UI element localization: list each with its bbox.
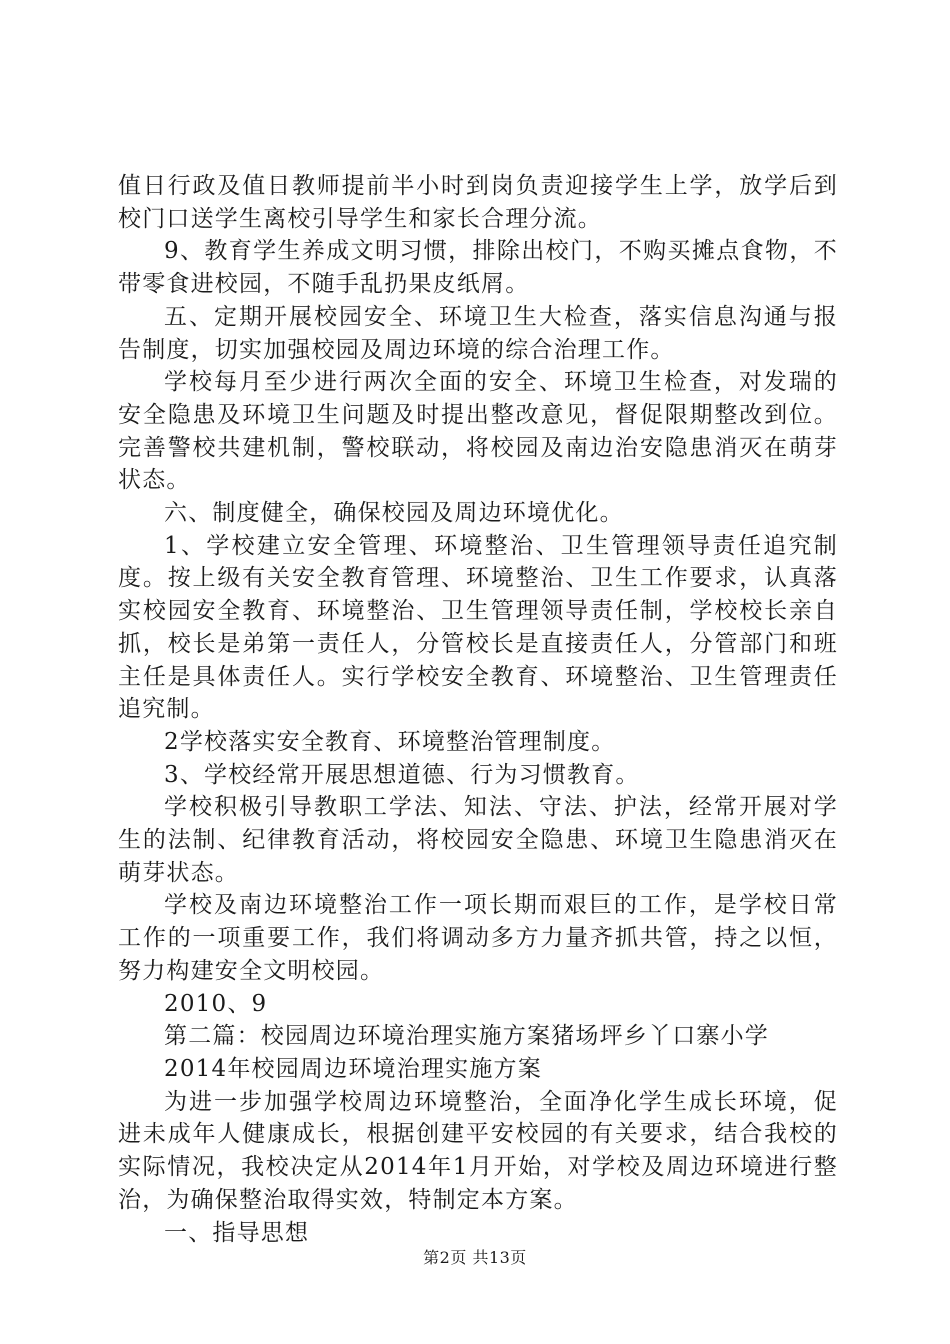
paragraph-4: 学校每月至少进行两次全面的安全、环境卫生检查，对发瑞的安全隐患及环境卫生问题及时提出整改意见，督促限期整改到位。完善警校共建机制，警校联动，将校园及南边治安隐患消灭在萌芽状态。 bbox=[118, 369, 838, 494]
paragraph-3: 五、定期开展校园安全、环境卫生大检查，落实信息沟通与报告制度，切实加强校园及周边环境的综合治理工作。 bbox=[118, 303, 838, 363]
paragraph-section-title: 第二篇：校园周边环境治理实施方案猪场坪乡丫口寨小学 bbox=[164, 1023, 769, 1050]
paragraph-5: 六、制度健全，确保校园及周边环境优化。 bbox=[164, 500, 624, 527]
paragraph-date: 2010、9 bbox=[164, 990, 268, 1017]
paragraph-2: 9、教育学生养成文明习惯，排除出校门，不购买摊点食物，不带零食进校园，不随手乱扔果皮纸屑。 bbox=[118, 238, 838, 298]
paragraph-plan-title: 2014年校园周边环境治理实施方案 bbox=[164, 1055, 542, 1082]
paragraph-9: 学校积极引导教职工学法、知法、守法、护法，经常开展对学生的法制、纪律教育活动，将校园安全隐患、环境卫生隐患消灭在萌芽状态。 bbox=[118, 794, 838, 886]
paragraph-7: 2学校落实安全教育、环境整治管理制度。 bbox=[164, 728, 616, 755]
document-body bbox=[118, 170, 838, 1249]
page-number-footer: 第2页 共13页 bbox=[423, 1248, 527, 1267]
paragraph-1: 值日行政及值日教师提前半小时到岗负责迎接学生上学，放学后到校门口送学生离校引导学生和家长合理分流。 bbox=[118, 173, 838, 232]
paragraph-8: 3、学校经常开展思想道德、行为习惯教育。 bbox=[164, 761, 640, 788]
paragraph-10: 学校及南边环境整治工作一项长期而艰巨的工作，是学校日常工作的一项重要工作，我们将调动多方力量齐抓共管，持之以恒，努力构建安全文明校园。 bbox=[118, 892, 838, 984]
paragraph-heading-guiding: 一、指导思想 bbox=[164, 1219, 310, 1246]
paragraph-14: 为进一步加强学校周边环境整治，全面净化学生成长环境，促进未成年人健康成长，根据创建平安校园的有关要求，结合我校的实际情况，我校决定从2014年1月开始，对学校及周边环境进行整治，为确保整治取得实效，特制定本方案。 bbox=[118, 1088, 838, 1213]
paragraph-6: 1、学校建立安全管理、环境整治、卫生管理领导责任追究制度。按上级有关安全教育管理、环境整治、卫生工作要求，认真落实校园安全教育、环境整治、卫生管理领导责任制，学校校长亲自抓，校长是弟第一责任人，分管校长是直接责任人，分管部门和班主任是具体责任人。实行学校安全教育、环境整治、卫生管理责任追究制。 bbox=[118, 532, 838, 723]
